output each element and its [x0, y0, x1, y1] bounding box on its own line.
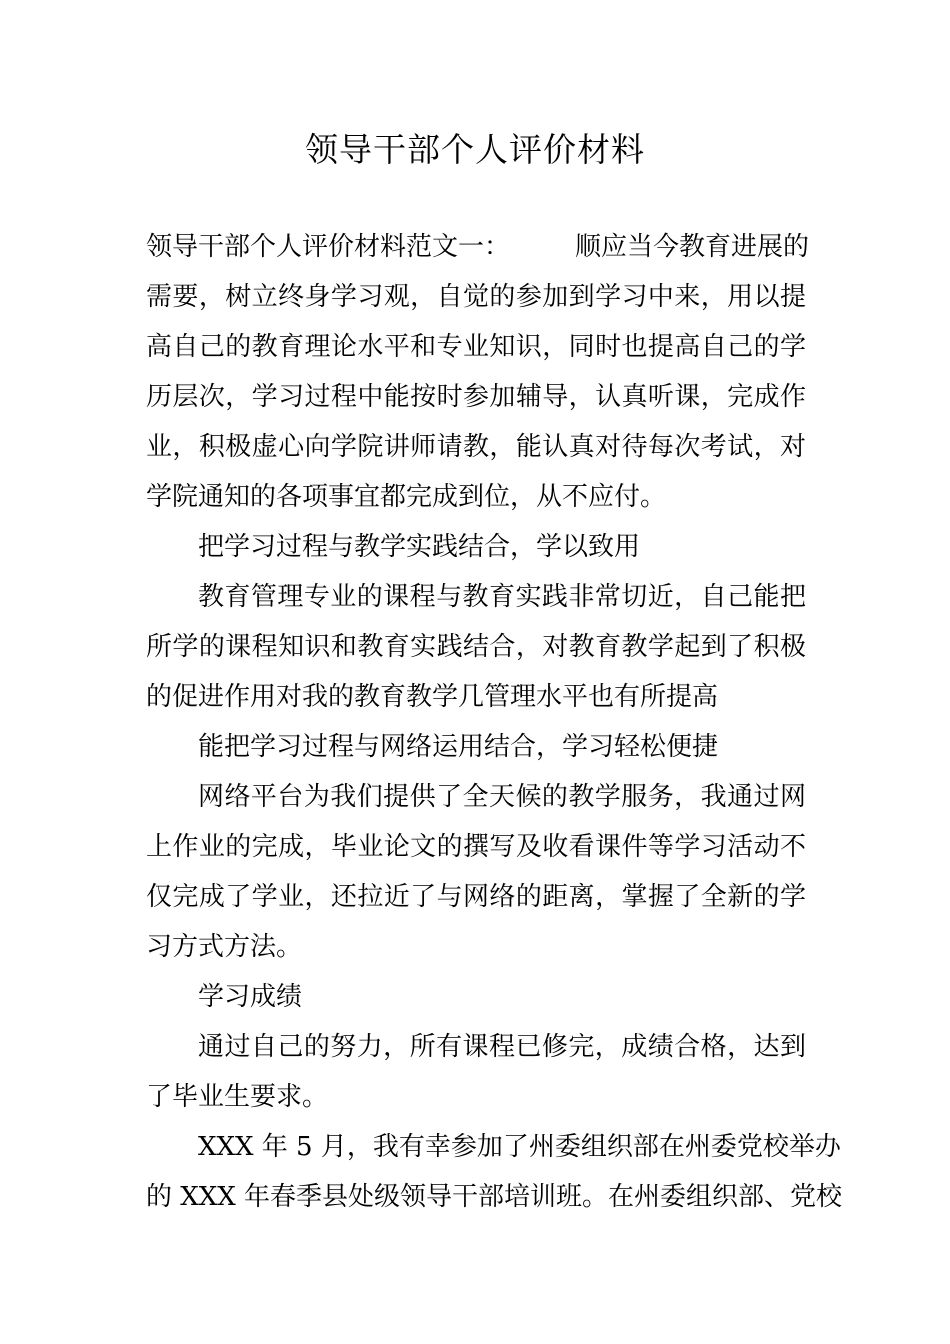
text-line: 需要，树立终身学习观，自觉的参加到学习中来，用以提 — [146, 282, 806, 312]
text-line: 上作业的完成，毕业论文的撰写及收看课件等学习活动不 — [146, 832, 806, 862]
text-line: 习方式方法。 — [146, 932, 303, 962]
text-line: 所学的课程知识和教育实践结合，对教育教学起到了积极 — [146, 632, 806, 662]
section-heading: 能把学习过程与网络运用结合，学习轻松便捷 — [198, 732, 719, 762]
paragraph — [146, 722, 806, 772]
text-line: 的促进作用对我的教育教学几管理水平也有所提高 — [146, 682, 719, 712]
section-heading: 把学习过程与教学实践结合，学以致用 — [198, 532, 641, 562]
paragraph — [146, 522, 806, 572]
text-line: 学院通知的各项事宜都完成到位，从不应付。 — [146, 482, 667, 512]
text-line: XXX 年 5 月，我有幸参加了州委组织部在州委党校举办 — [198, 1132, 841, 1162]
paragraph — [146, 222, 810, 522]
text-line: 领导干部个人评价材料范文一： 顺应当今教育进展的 — [146, 232, 810, 262]
text-line: 通过自己的努力，所有课程已修完，成绩合格，达到 — [198, 1032, 806, 1062]
text-line: 了毕业生要求。 — [146, 1082, 329, 1112]
paragraph — [146, 572, 806, 722]
text-line: 历层次，学习过程中能按时参加辅导，认真听课，完成作 — [146, 382, 806, 412]
paragraph — [146, 972, 806, 1022]
text-line: 高自己的教育理论水平和专业知识，同时也提高自己的学 — [146, 332, 806, 362]
paragraph — [146, 1022, 806, 1122]
section-heading: 学习成绩 — [198, 982, 303, 1012]
text-line: 网络平台为我们提供了全天候的教学服务，我通过网 — [198, 782, 806, 812]
text-line: 的 XXX 年春季县处级领导干部培训班。在州委组织部、党校 — [146, 1182, 843, 1212]
paragraph — [146, 1122, 843, 1222]
paragraph — [146, 772, 806, 972]
document-title: 领导干部个人评价材料 — [305, 130, 645, 169]
text-line: 仅完成了学业，还拉近了与网络的距离，掌握了全新的学 — [146, 882, 806, 912]
text-line: 业，积极虚心向学院讲师请教，能认真对待每次考试，对 — [146, 432, 806, 462]
text-line: 教育管理专业的课程与教育实践非常切近，自己能把 — [198, 582, 806, 612]
document-body — [146, 222, 843, 1222]
